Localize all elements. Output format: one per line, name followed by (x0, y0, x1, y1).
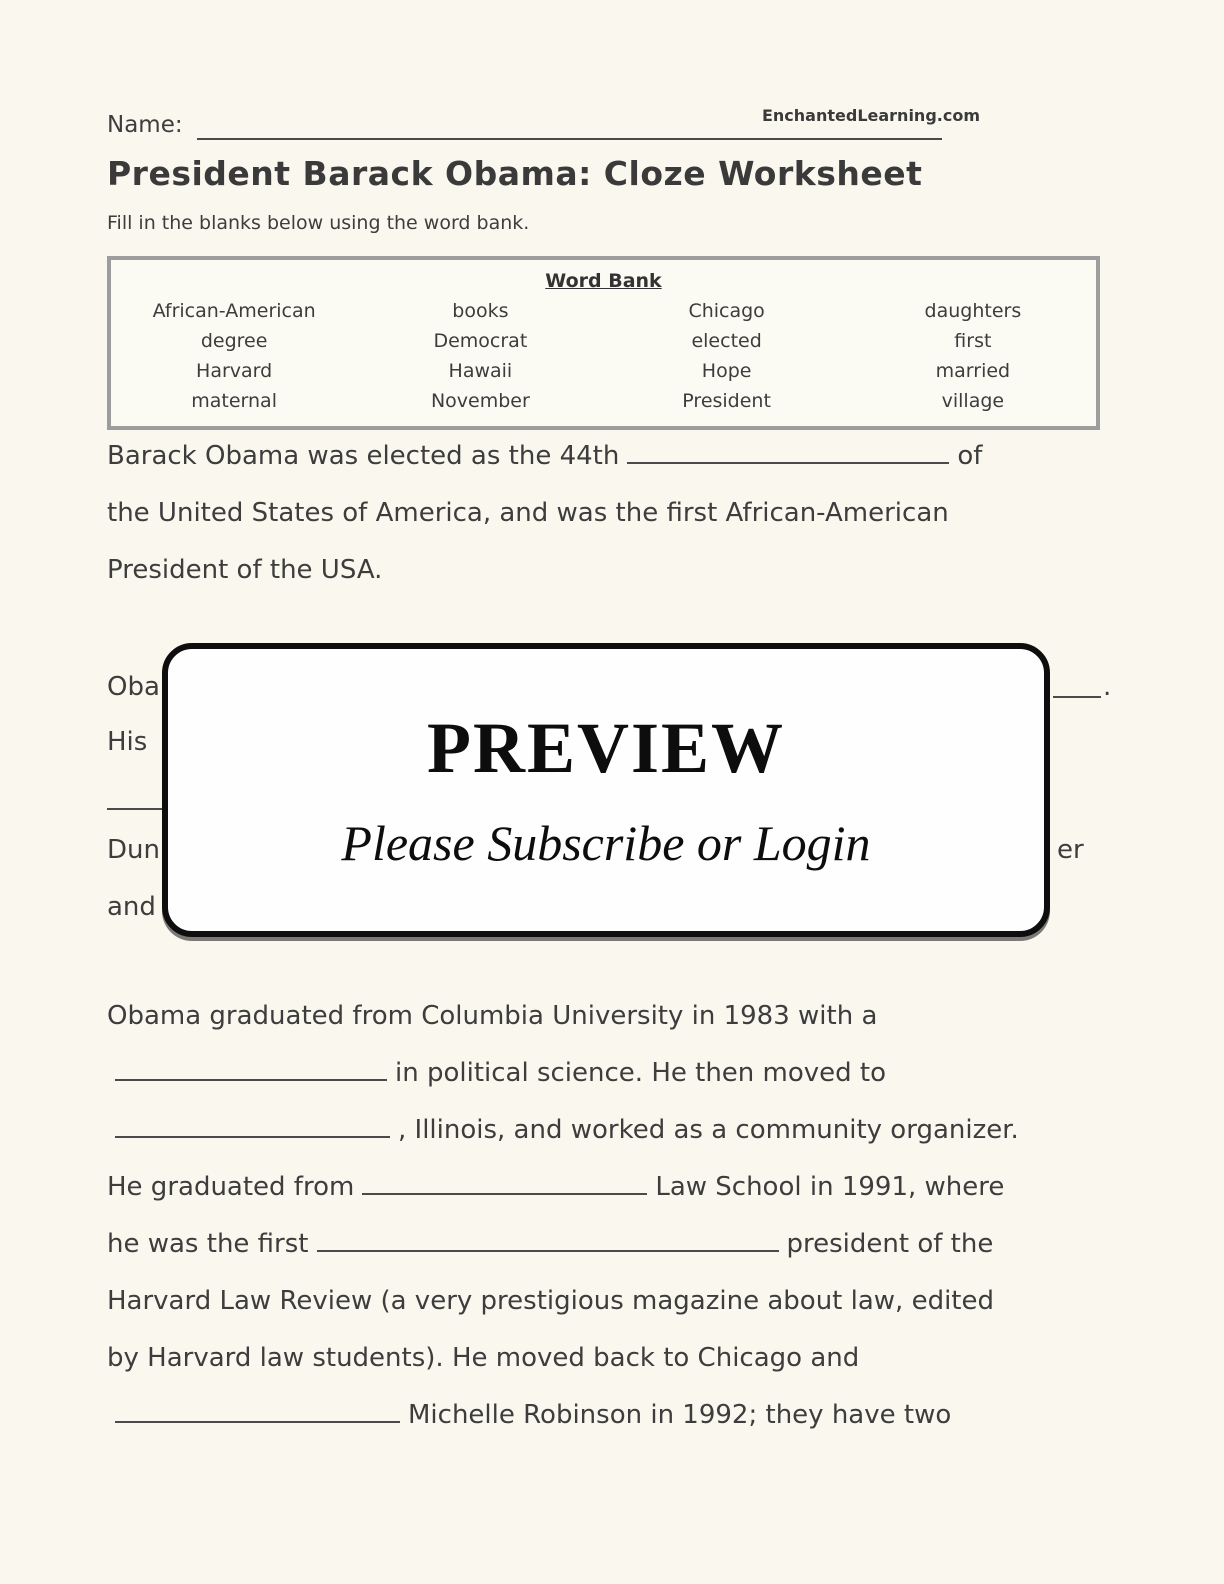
page-title: President Barack Obama: Cloze Worksheet (107, 154, 923, 193)
subscribe-or-login-prompt[interactable]: Please Subscribe or Login (341, 815, 871, 871)
fill-in-blank (115, 1394, 400, 1423)
text-line (107, 988, 1117, 1045)
paragraph-hidden-by-preview (107, 660, 1117, 990)
word-bank-word: married (935, 360, 1011, 382)
word-bank-word: Democrat (433, 330, 528, 352)
paragraph-education (107, 988, 1117, 1444)
word-bank-word: first (954, 330, 992, 352)
word-bank-word: village (941, 390, 1005, 412)
fill-in-blank (627, 435, 949, 464)
text-segment: by Harvard law students). He moved back to Chicago and (107, 1343, 860, 1373)
text-line (107, 1330, 1117, 1387)
hidden-text-fragment: Oba (107, 672, 160, 702)
word-bank-word: Hope (701, 360, 752, 382)
text-segment: of (957, 441, 983, 471)
text-segment: Obama graduated from Columbia University in 1983 with a (107, 1001, 878, 1031)
text-segment: Barack Obama was elected as the 44th (107, 441, 620, 471)
fill-in-blank (107, 808, 168, 810)
text-segment: he was the first (107, 1229, 309, 1259)
fill-in-blank (362, 1166, 647, 1195)
text-line (107, 1216, 1117, 1273)
fill-in-blank (115, 1052, 387, 1081)
text-line (107, 1159, 1117, 1216)
preview-overlay[interactable] (162, 643, 1050, 937)
word-bank-word: maternal (191, 390, 277, 412)
word-bank-box (107, 256, 1100, 430)
word-bank-grid (111, 300, 1096, 412)
name-write-line (197, 112, 942, 140)
text-line (107, 428, 1117, 485)
text-segment: Harvard Law Review (a very prestigious magazine about law, edited (107, 1286, 994, 1316)
text-segment: president of the (786, 1229, 994, 1259)
text-line (107, 1273, 1117, 1330)
text-segment: Michelle Robinson in 1992; they have two (408, 1400, 952, 1430)
text-line (107, 1387, 1117, 1444)
fill-in-blank (317, 1223, 779, 1252)
preview-title: PREVIEW (426, 708, 786, 788)
paragraph-intro (107, 428, 1117, 599)
text-segment: , Illinois, and worked as a community organizer. (398, 1115, 1019, 1145)
hidden-text-fragment: and (107, 892, 156, 922)
word-bank-word: degree (200, 330, 268, 352)
word-bank-word: Hawaii (448, 360, 513, 382)
word-bank-word: books (452, 300, 509, 322)
text-line (107, 1045, 1117, 1102)
word-bank-word: Harvard (196, 360, 273, 382)
fill-in-blank (115, 1109, 390, 1138)
hidden-text-fragment: . (1103, 672, 1112, 702)
text-line (107, 485, 1117, 542)
word-bank-word: President (682, 390, 771, 412)
name-row (107, 112, 942, 140)
word-bank-word: daughters (924, 300, 1022, 322)
text-segment: President of the USA. (107, 555, 383, 585)
instructions-text: Fill in the blanks below using the word bank. (107, 212, 530, 234)
text-line (107, 542, 1117, 599)
word-bank-word: elected (691, 330, 762, 352)
site-link[interactable]: EnchantedLearning.com (761, 106, 980, 125)
word-bank-word: November (430, 390, 530, 412)
text-segment: He graduated from (107, 1172, 355, 1202)
word-bank-word: African-American (152, 300, 316, 322)
word-bank-word: Chicago (688, 300, 765, 322)
word-bank-title: Word Bank (545, 270, 662, 292)
text-segment: in political science. He then moved to (395, 1058, 887, 1088)
text-segment: the United States of America, and was the first African-American (107, 498, 949, 528)
text-line (107, 1102, 1117, 1159)
hidden-text-fragment: His (107, 727, 148, 757)
name-label: Name: (107, 112, 183, 138)
hidden-text-fragment: er (1057, 835, 1084, 865)
hidden-text-fragment: Dun (107, 835, 160, 865)
fill-in-blank (1053, 696, 1101, 698)
text-segment: Law School in 1991, where (655, 1172, 1005, 1202)
